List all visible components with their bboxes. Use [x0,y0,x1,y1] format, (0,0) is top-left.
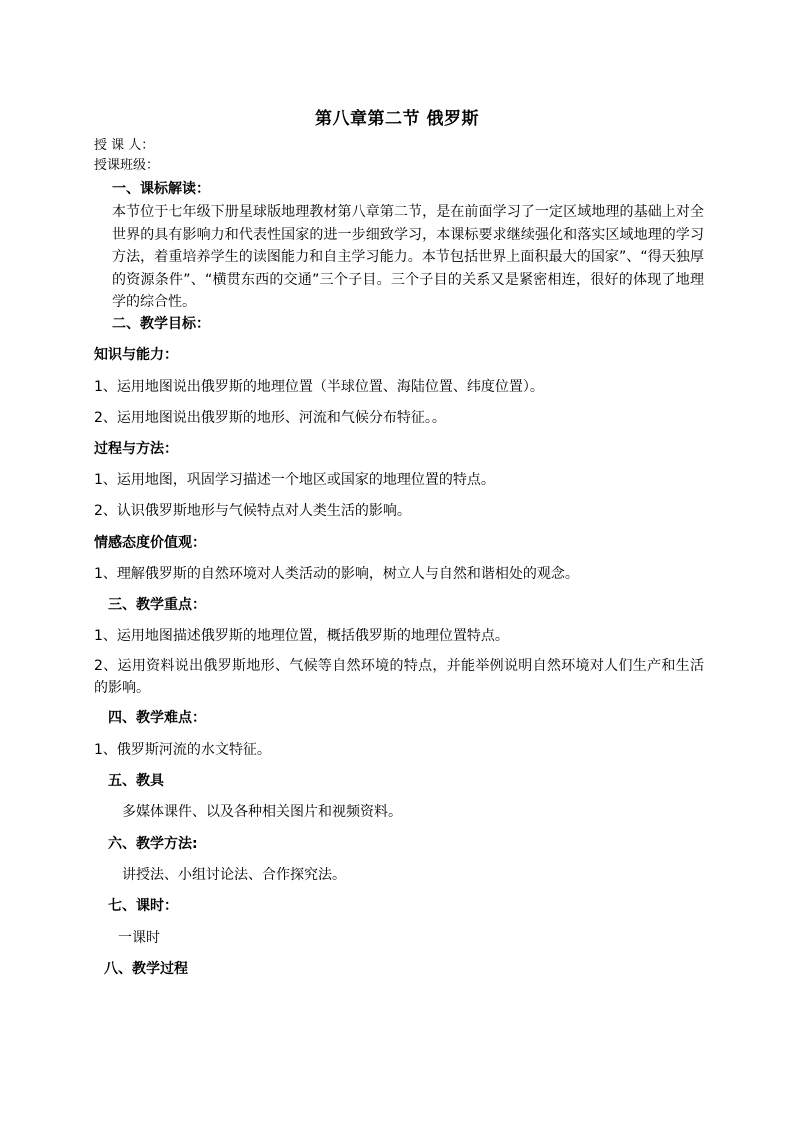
key-point-1: 1、运用地图描述俄罗斯的地理位置，概括俄罗斯的地理位置特点。 [94,628,509,644]
methods-text: 讲授法、小组讨论法、合作探究法。 [122,867,346,883]
process-item-1: 1、运用地图，巩固学习描述一个地区或国家的地理位置的特点。 [94,472,495,488]
difficulty-item-1: 1、俄罗斯河流的水文特征。 [94,742,271,758]
class-label: 授课班级： [94,158,160,173]
process-heading: 过程与方法： [94,441,178,457]
hours-text: 一课时 [118,930,160,946]
section-1-heading: 一、课标解读： [112,181,210,197]
emotion-heading: 情感态度价值观： [94,535,206,551]
section-8-heading: 八、教学过程 [104,961,188,977]
key-point-2: 2、运用资料说出俄罗斯地形、气候等自然环境的特点，并能举例说明自然环境对人们生产和生活的影响。 [94,658,704,696]
section-6-heading: 六、教学方法: [108,836,198,852]
section-2-heading: 二、教学目标： [112,316,210,332]
section-4-heading: 四、教学难点： [108,710,206,726]
tools-text: 多媒体课件、以及各种相关图片和视频资料。 [122,804,402,820]
knowledge-item-2: 2、运用地图说出俄罗斯的地形、河流和气候分布特征。。 [94,410,446,426]
page-title: 第八章第二节 俄罗斯 [315,109,479,129]
knowledge-heading: 知识与能力： [94,347,178,363]
section-7-heading: 七、课时： [108,898,178,914]
section-5-heading: 五、教具 [108,773,164,789]
teacher-label: 授 课 人： [94,138,155,153]
emotion-item-1: 1、理解俄罗斯的自然环境对人类活动的影响，树立人与自然和谐相处的观念。 [94,566,579,582]
section-3-heading: 三、教学重点： [108,597,206,613]
knowledge-item-1: 1、运用地图说出俄罗斯的地理位置（半球位置、海陆位置、纬度位置）。 [94,379,544,395]
process-item-2: 2、认识俄罗斯地形与气候特点对人类生活的影响。 [94,503,411,519]
section-1-text: 本节位于七年级下册星球版地理教材第八章第二节，是在前面学习了一定区域地理的基础上对全世界的具有影响力和代表性国家的进一步细致学习，本课标要求继续强化和落实区域地理的学习方法，着重培养学生的读图能力和自主学习能力。本节包括世界上面积最大的国家”、“得天独厚的资源条件”、“横贯东西的交通”三个子目。三个子目的关系又是紧密相连，很好的体现了地理学的综合性。 [112,204,704,310]
